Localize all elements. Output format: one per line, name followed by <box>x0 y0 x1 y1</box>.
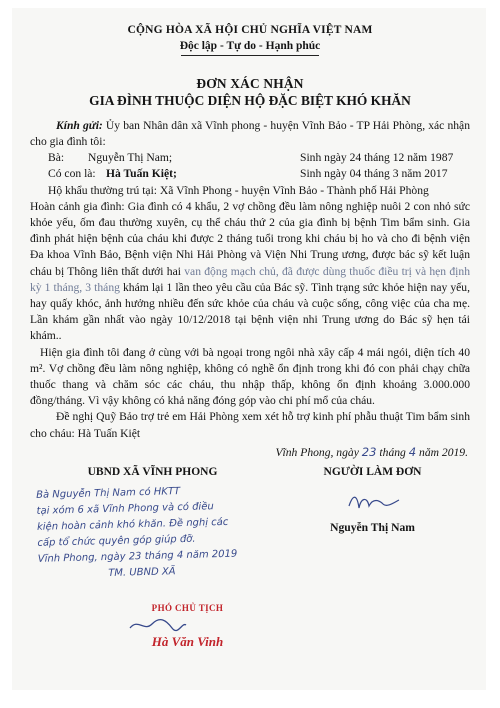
applicant-title: NGƯỜI LÀM ĐƠN <box>323 466 422 479</box>
body-text: khám lại 1 lần theo yêu cầu của Bác sỹ. Tình trạng sức khỏe hiện nay yếu, hay quấy khóc, ảnh hưởng nhiều đến sức khỏe của cháu và cuộc sống, công việc của cha mẹ. Lần khám gần nhất vào ngày 10/12/2018 tại bệnh viện nhi Trung ương do Bác sỹ hẹn tái khám.. <box>30 280 470 343</box>
recipient-paragraph <box>30 118 470 150</box>
date-suffix: năm 2019. <box>419 445 468 459</box>
body-paragraph-1 <box>30 199 470 345</box>
date-prefix: Vĩnh Phong, ngày <box>275 445 359 459</box>
signature-area <box>30 464 470 651</box>
recipient-label: Kính gửi: <box>56 118 103 132</box>
body-paragraph-2: Hiện gia đình tôi đang ở cùng với bà ngoại trong ngôi nhà xây cấp 4 mái ngói, diện tích 40 m². Vợ chồng đều làm nông nghiệp, không có nghề ổn định trong khi đó con phải chạy chữa thuốc thang và chăm sóc các cháu, thu nhập thấp, không ổn định khoảng 3.000.000 đồng/tháng. Vì vậy không có khả năng đóng góp vào chi phí mổ của cháu. <box>30 345 470 408</box>
official-signature-icon <box>30 616 275 634</box>
document-page <box>12 8 486 690</box>
handwriting-line: Bà Nguyễn Thị Nam có HKTT <box>36 486 181 502</box>
person-row-mother <box>30 150 470 166</box>
handwritten-confirmation <box>30 482 277 584</box>
person-role: Có con là: <box>48 167 96 181</box>
handwriting-line: Vĩnh Phong, ngày 23 tháng 4 năm 2019 <box>37 548 238 566</box>
handwriting-line: tại xóm 6 xã Vĩnh Phong và có điều <box>36 501 214 518</box>
document-subtitle: GIA ĐÌNH THUỘC DIỆN HỘ ĐẶC BIỆT KHÓ KHĂN <box>89 92 411 108</box>
applicant-name: Nguyễn Thị Nam <box>330 521 415 535</box>
body-text: Hoàn cảnh gia đình: Gia đình có 4 khẩu, 2 vợ chồng đều làm nông nghiệp nuôi 2 con nhỏ sức khỏe yếu, ốm đau thường xuyên, cụ thể cháu thứ 2 của gia đình bị bệnh Tim bẩm sinh. Gia đình phát hiện bệnh của cháu khi được 2 tháng tuổi trong khi cháu bị ho và cho đi bệnh viện Đa khoa Vĩnh Bảo, Bệnh viện Nhi Hải Phòng và Viện Nhi Trung ương, được bác sỹ kết luận cháu bị Thông liên thất dưới hai <box>30 199 470 278</box>
national-motto: Độc lập - Tự do - Hạnh phúc <box>179 40 321 53</box>
person-row-child <box>30 166 470 182</box>
applicant-signature-icon <box>343 484 403 520</box>
date-month-label: tháng <box>379 445 406 459</box>
handwriting-line: TM. UBND XÃ <box>108 566 176 580</box>
body-paragraph-3 <box>30 409 470 441</box>
person-name: Nguyễn Thị Nam; <box>88 151 173 165</box>
person-birth: Sinh ngày 04 tháng 3 năm 2017 <box>300 167 448 181</box>
motto-underline <box>181 55 319 56</box>
person-name: Hà Tuấn Kiệt; <box>106 167 177 181</box>
document-title: ĐƠN XÁC NHẬN <box>196 76 304 92</box>
residence-value: Xã Vĩnh Phong - huyện Vĩnh Bảo - Thành phố Hải Phòng <box>159 183 429 197</box>
body-text: Đề nghị Quỹ Bảo trợ trẻ em Hải Phòng xem xét hỗ trợ kinh phí phẫu thuật Tim bẩm sinh cho cháu: <box>30 410 470 440</box>
commune-confirmation <box>30 464 275 651</box>
child-name: Hà Tuấn Kiệt <box>77 426 141 440</box>
person-role: Bà: <box>48 151 65 165</box>
commune-title: UBND XÃ VĨNH PHONG <box>87 466 218 479</box>
residence-label: Hộ khẩu thường trú tại: <box>48 183 158 197</box>
residence-line <box>30 183 470 199</box>
recipient-text: Ủy ban Nhân dân xã Vĩnh phong - huyện Vĩnh Bảo - TP Hải Phòng, xác nhận cho gia đình tôi: <box>30 118 470 149</box>
handwriting-line: kiện hoàn cảnh khó khăn. Đề nghị các <box>36 517 229 534</box>
stamp-title: PHÓ CHỦ TỊCH <box>151 603 224 614</box>
date-month: 4 <box>408 444 417 459</box>
applicant-signature <box>275 464 470 651</box>
handwriting-line: cấp tổ chức quyên góp giúp đỡ. <box>37 533 196 550</box>
national-title: CỘNG HÒA XÃ HỘI CHỦ NGHĨA VIỆT NAM <box>127 24 373 36</box>
body-text-faint: van động mạch chủ, đã được dùng thuốc điều trị và hẹn định kỳ 1 tháng, 3 tháng <box>30 264 470 294</box>
date-day: 23 <box>361 444 377 459</box>
person-birth: Sinh ngày 24 tháng 12 năm 1987 <box>300 151 454 165</box>
document-date <box>30 444 470 461</box>
stamp-name: Hà Văn Vinh <box>151 634 224 650</box>
